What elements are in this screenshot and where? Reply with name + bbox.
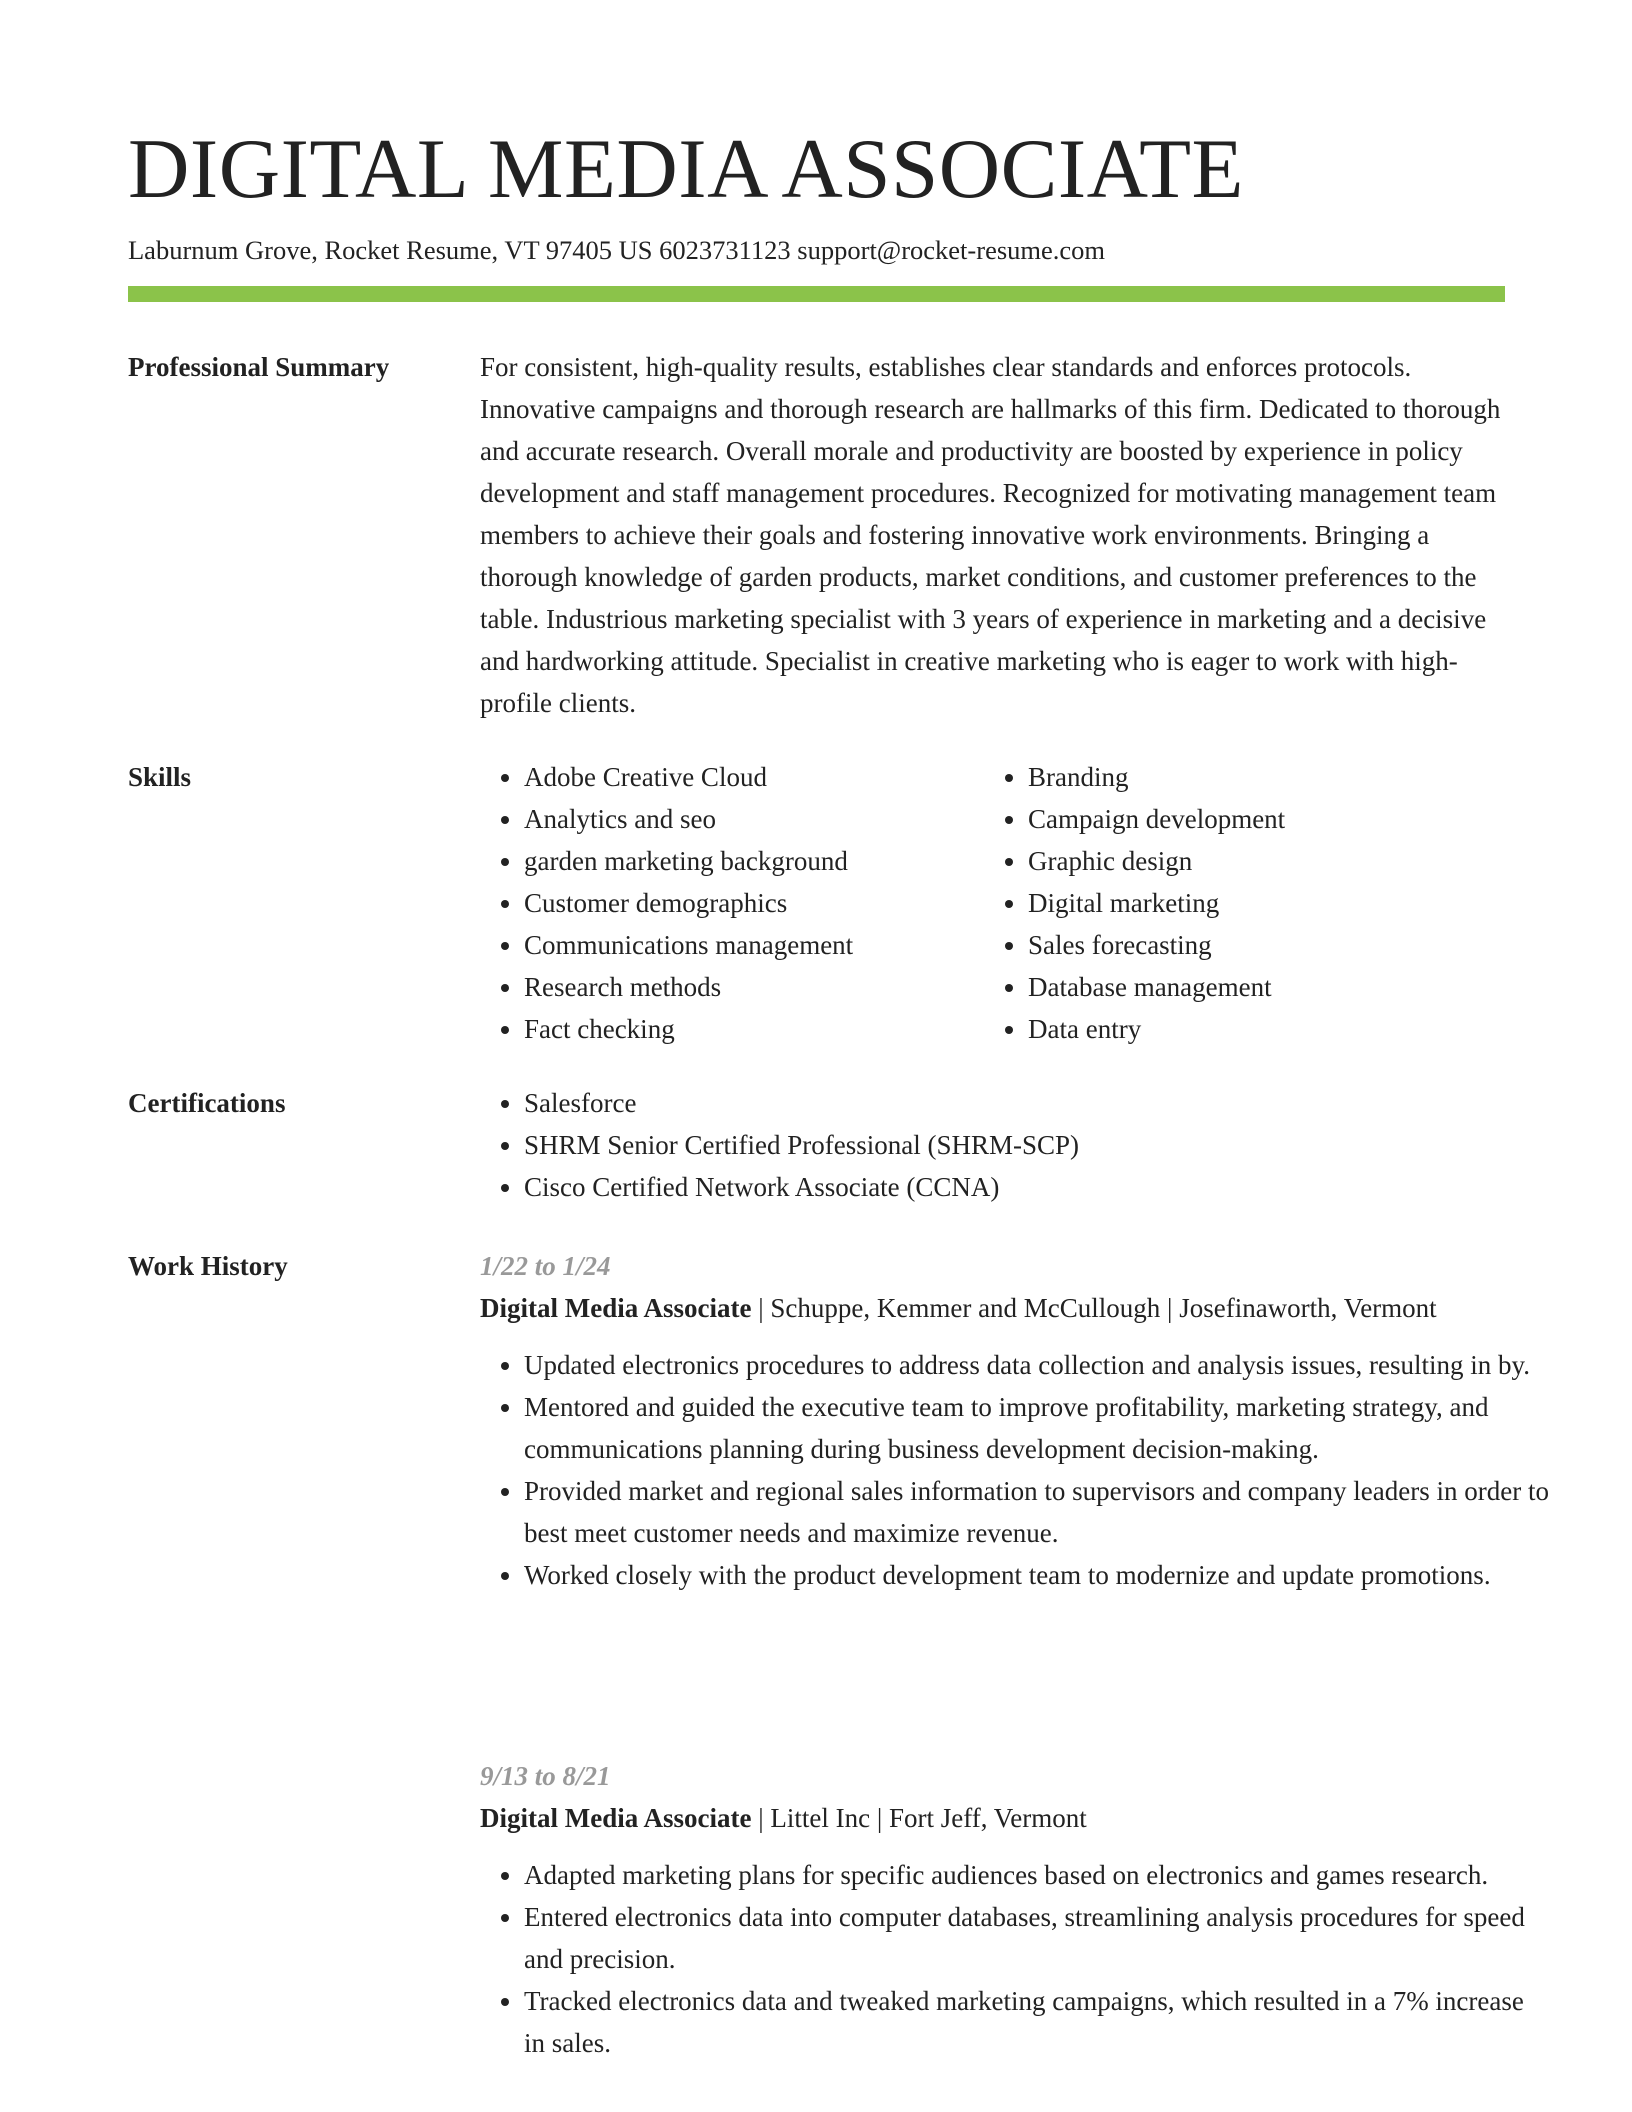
certification-item: • SHRM Senior Certified Professional (SHRM-SCP) xyxy=(524,1124,1549,1166)
skill-item: • Analytics and seo xyxy=(524,798,984,840)
skill-item: • Fact checking xyxy=(524,1008,984,1050)
summary-heading: Professional Summary xyxy=(128,352,390,382)
skill-item: • Research methods xyxy=(524,966,984,1008)
job-bullet: • Entered electronics data into computer databases, streamlining analysis procedures for speed and precision. xyxy=(524,1896,1549,1980)
skill-item: • garden marketing background xyxy=(524,840,984,882)
job-dates: 1/22 to 1/24 xyxy=(480,1251,611,1281)
work-history-heading: Work History xyxy=(128,1251,288,1281)
job-bullet: • Adapted marketing plans for specific audiences based on electronics and games research. xyxy=(524,1854,1549,1896)
certification-item: • Salesforce xyxy=(524,1082,1549,1124)
job-header xyxy=(480,1290,1437,1326)
job-bullets xyxy=(480,1854,1549,2064)
skill-item: • Digital marketing xyxy=(1028,882,1548,924)
certifications-list xyxy=(480,1082,1549,1208)
skill-item: • Branding xyxy=(1028,756,1548,798)
job-header xyxy=(480,1800,1087,1836)
job-dates: 9/13 to 8/21 xyxy=(480,1761,611,1791)
job-details: | Schuppe, Kemmer and McCullough | Josefinaworth, Vermont xyxy=(751,1293,1437,1323)
job-bullet: • Provided market and regional sales information to supervisors and company leaders in order to best meet customer needs and maximize revenue. xyxy=(524,1470,1549,1554)
resume-title: DIGITAL MEDIA ASSOCIATE xyxy=(128,122,1244,216)
skills-list-left xyxy=(480,756,984,1050)
job-bullet: • Tracked electronics data and tweaked marketing campaigns, which resulted in a 7% increase in sales. xyxy=(524,1980,1549,2064)
job-title: Digital Media Associate xyxy=(480,1803,752,1833)
skill-item: • Communications management xyxy=(524,924,984,966)
certifications-heading: Certifications xyxy=(128,1088,286,1118)
job-details: | Littel Inc | Fort Jeff, Vermont xyxy=(751,1803,1087,1833)
skills-list-right xyxy=(984,756,1548,1050)
job-bullet: • Worked closely with the product development team to modernize and update promotions. xyxy=(524,1554,1549,1596)
skill-item: • Sales forecasting xyxy=(1028,924,1548,966)
contact-line: Laburnum Grove, Rocket Resume, VT 97405 US 6023731123 support@rocket-resume.com xyxy=(128,235,1106,265)
summary-text: For consistent, high-quality results, establishes clear standards and enforces protocols. Innovative campaigns and thorough research are hallmarks of this firm. Dedicated to thorough and accurate research. Overall morale and productivity are boosted by experience in policy development and staff management procedures. Recognized for motivating management team members to achieve their goals and fostering innovative work environments. Bringing a thorough knowledge of garden products, market conditions, and customer preferences to the table. Industrious marketing specialist with 3 years of experience in marketing and a decisive and hardworking attitude. Specialist in creative marketing who is eager to work with high-profile clients. xyxy=(480,352,1501,718)
job-bullets xyxy=(480,1344,1549,1596)
certification-item: • Cisco Certified Network Associate (CCNA) xyxy=(524,1166,1549,1208)
skill-item: • Data entry xyxy=(1028,1008,1548,1050)
skill-item: • Adobe Creative Cloud xyxy=(524,756,984,798)
skill-item: • Database management xyxy=(1028,966,1548,1008)
skill-item: • Customer demographics xyxy=(524,882,984,924)
skills-heading: Skills xyxy=(128,762,192,792)
job-bullet: • Mentored and guided the executive team to improve profitability, marketing strategy, and communications planning during business development decision-making. xyxy=(524,1386,1549,1470)
skill-item: • Graphic design xyxy=(1028,840,1548,882)
job-bullet: • Updated electronics procedures to address data collection and analysis issues, resulting in by. xyxy=(524,1344,1549,1386)
skill-item: • Campaign development xyxy=(1028,798,1548,840)
accent-divider xyxy=(128,286,1505,302)
job-title: Digital Media Associate xyxy=(480,1293,752,1323)
